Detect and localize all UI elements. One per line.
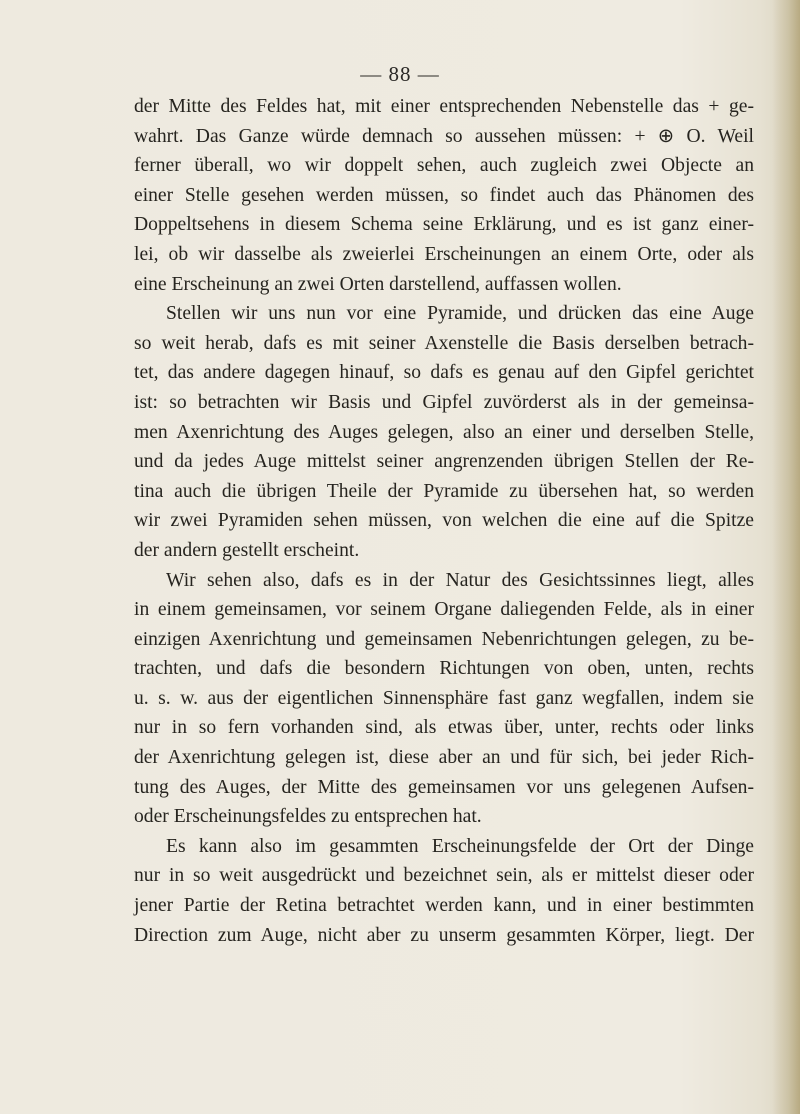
text-line: tet, das andere dagegen hinauf, so dafs es genau auf den Gipfel gerichtet [134,362,754,384]
page-number: — 88 — [360,62,440,86]
text-line: wahrt. Das Ganze würde demnach so aussehen müssen: + ⊕ O. Weil [134,125,754,147]
text-line: so weit herab, dafs es mit seiner Axenstelle die Basis derselben betrach- [134,332,754,354]
text-line: einzigen Axenrichtung und gemeinsamen Nebenrichtungen gelegen, zu be- [134,628,754,650]
text-line: der Axenrichtung gelegen ist, diese aber an und für sich, bei jeder Rich- [134,747,754,769]
text-line: Stellen wir uns nun vor eine Pyramide, und drücken das eine Auge [166,303,754,325]
body-text [134,92,754,950]
text-line: nur in so weit ausgedrückt und bezeichnet sein, als er mittelst dieser oder [134,865,754,887]
text-line: men Axenrichtung des Auges gelegen, also an einer und derselben Stelle, [134,421,754,443]
text-line: Doppeltsehens in diesem Schema seine Erklärung, und es ist ganz einer- [134,214,754,236]
text-line: der Mitte des Feldes hat, mit einer entsprechenden Nebenstelle das + ge- [134,96,754,117]
text-line: trachten, und dafs die besondern Richtungen von oben, unten, rechts [134,658,754,680]
page-gutter-shadow [772,0,800,1114]
text-line: eine Erscheinung an zwei Orten darstellend, auffassen wollen. [134,273,622,295]
text-line: jener Partie der Retina betrachtet werden kann, und in einer bestimmten [134,895,754,917]
text-line: und da jedes Auge mittelst seiner angrenzenden übrigen Stellen der Re- [134,451,754,473]
text-line: Direction zum Auge, nicht aber zu unserm gesammten Körper, liegt. Der [134,924,754,946]
text-line: tina auch die übrigen Theile der Pyramide zu übersehen hat, so werden [134,480,754,502]
text-line: in einem gemeinsamen, vor seinem Organe daliegenden Felde, als in einer [134,599,754,621]
text-line: Wir sehen also, dafs es in der Natur des Gesichtssinnes liegt, alles [166,569,754,591]
text-line: lei, ob wir dasselbe als zweierlei Erscheinungen an einem Orte, oder als [134,243,754,265]
text-line: tung des Auges, der Mitte des gemeinsamen vor uns gelegenen Aufsen- [134,776,754,798]
text-line: nur in so fern vorhanden sind, als etwas über, unter, rechts oder links [134,717,754,739]
text-line: Es kann also im gesammten Erscheinungsfelde der Ort der Dinge [166,835,754,857]
text-line: einer Stelle gesehen werden müssen, so findet auch das Phänomen des [134,184,754,206]
text-line: u. s. w. aus der eigentlichen Sinnensphäre fast ganz wegfallen, indem sie [134,687,754,709]
text-line: wir zwei Pyramiden sehen müssen, von welchen die eine auf die Spitze [134,510,754,532]
text-line: ist: so betrachten wir Basis und Gipfel zuvörderst als in der gemeinsa- [134,391,754,413]
text-line: ferner überall, wo wir doppelt sehen, auch zugleich zwei Objecte an [134,155,754,177]
text-line: oder Erscheinungsfeldes zu entsprechen hat. [134,806,482,828]
text-line: der andern gestellt erscheint. [134,539,360,561]
